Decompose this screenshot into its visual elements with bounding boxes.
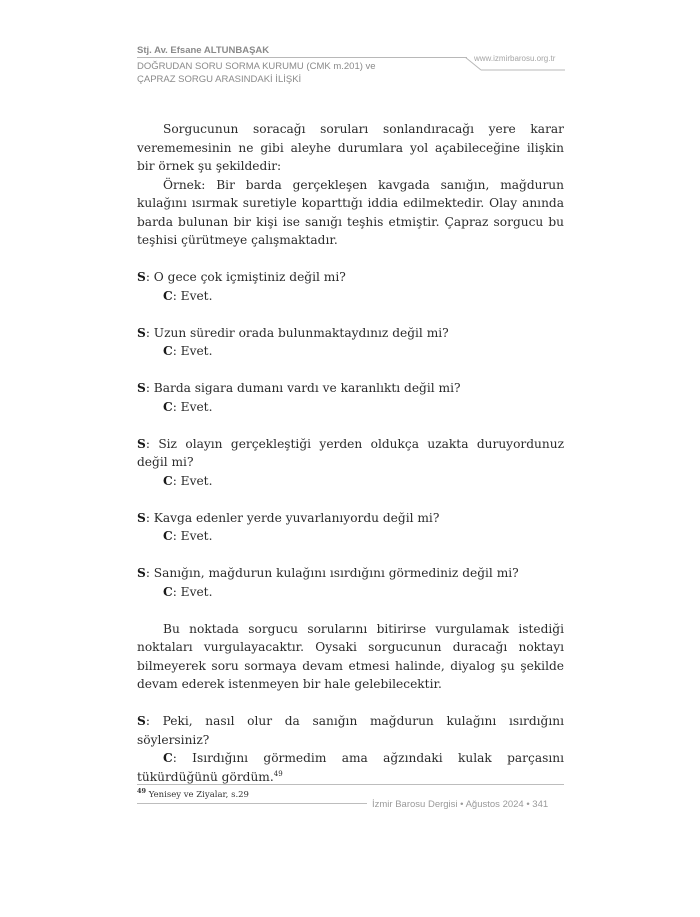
answer: C: Evet.	[163, 399, 213, 414]
question: S: Barda sigara dumanı vardı ve karanlıktı değil mi?	[137, 381, 461, 395]
header-title	[137, 60, 397, 86]
conclusion-paragraph: Bu noktada sorgucu sorularını bitirirse vurgulamak istediği noktaları vurgulayacaktır. Oysaki sorgucunun duracağı noktayı bilmeyerek soru sormaya devam etmesi halinde, diyalog şu şekilde devam ederek istenmeyen bir hale gelebilecektir.	[137, 621, 564, 691]
final-qa-block	[137, 712, 564, 786]
final-answer: C: Isırdığını görmedim ama ağzındaki kulak parçasını tükürdüğünü gördüm.$^{49}$	[137, 751, 564, 784]
answer: C: Evet.	[163, 473, 213, 488]
qa-block	[137, 268, 564, 305]
footnote-number: 49	[137, 787, 147, 795]
header-rule	[137, 57, 467, 58]
question: S: Uzun süredir orada bulunmaktaydınız değil mi?	[137, 325, 449, 340]
footnote-rule	[137, 784, 564, 785]
answer: C: Evet.	[163, 529, 213, 543]
footnote-reference[interactable]: 49	[273, 769, 283, 778]
example-paragraph: Örnek: Bir barda gerçekleşen kavgada sanığın, mağdurun kulağını ısırmak suretiyle koparttığı iddia edilmektedir. Olay anında barda bulunan bir kişi ise sanığı teşhis etmiştir. Çapraz sorgucu bu teşhisi çürütmeye çalışmaktadır.	[137, 177, 564, 247]
question: S: Sanığın, mağdurun kulağını ısırdığını görmediniz değil mi?	[137, 566, 519, 580]
qa-block	[137, 435, 564, 491]
answer: C: Evet.	[163, 584, 213, 599]
footer-rule	[137, 803, 367, 804]
question: S: Siz olayın gerçekleştiği yerden oldukça uzakta duruyordunuz değil mi?	[137, 436, 564, 469]
qa-block	[137, 379, 564, 416]
footnote-text: Yenisey ve Ziyalar, s.29	[148, 789, 249, 800]
qa-block	[137, 509, 564, 546]
final-question: S: Peki, nasıl olur da sanığın mağdurun kulağını ısırdığını söylersiniz?	[137, 714, 564, 747]
qa-block	[137, 564, 564, 601]
answer: C: Evet.	[163, 288, 213, 303]
qa-block	[137, 324, 564, 361]
header-author: Stj. Av. Efsane ALTUNBAŞAK	[137, 45, 270, 56]
footer-journal: İzmir Barosu Dergisi • Ağustos 2024 • 341	[372, 799, 549, 810]
header-url: www.izmirbarosu.org.tr	[474, 54, 556, 63]
header-title-line2: ÇAPRAZ SORGU ARASINDAKİ İLİŞKİ	[137, 74, 302, 85]
article-body	[137, 120, 564, 786]
footnote	[137, 787, 249, 800]
header-title-line1: DOĞRUDAN SORU SORMA KURUMU (CMK m.201) ve	[137, 61, 376, 72]
question: S: O gece çok içmiştiniz değil mi?	[137, 270, 346, 284]
answer: C: Evet.	[163, 344, 213, 358]
intro-paragraph: Sorgucunun soracağı soruları sonlandıracağı yere karar verememesinin ne gibi aleyhe durumlara yol açabileceğine ilişkin bir örnek şu şekildedir:	[137, 122, 564, 173]
question: S: Kavga edenler yerde yuvarlanıyordu değil mi?	[137, 510, 440, 525]
